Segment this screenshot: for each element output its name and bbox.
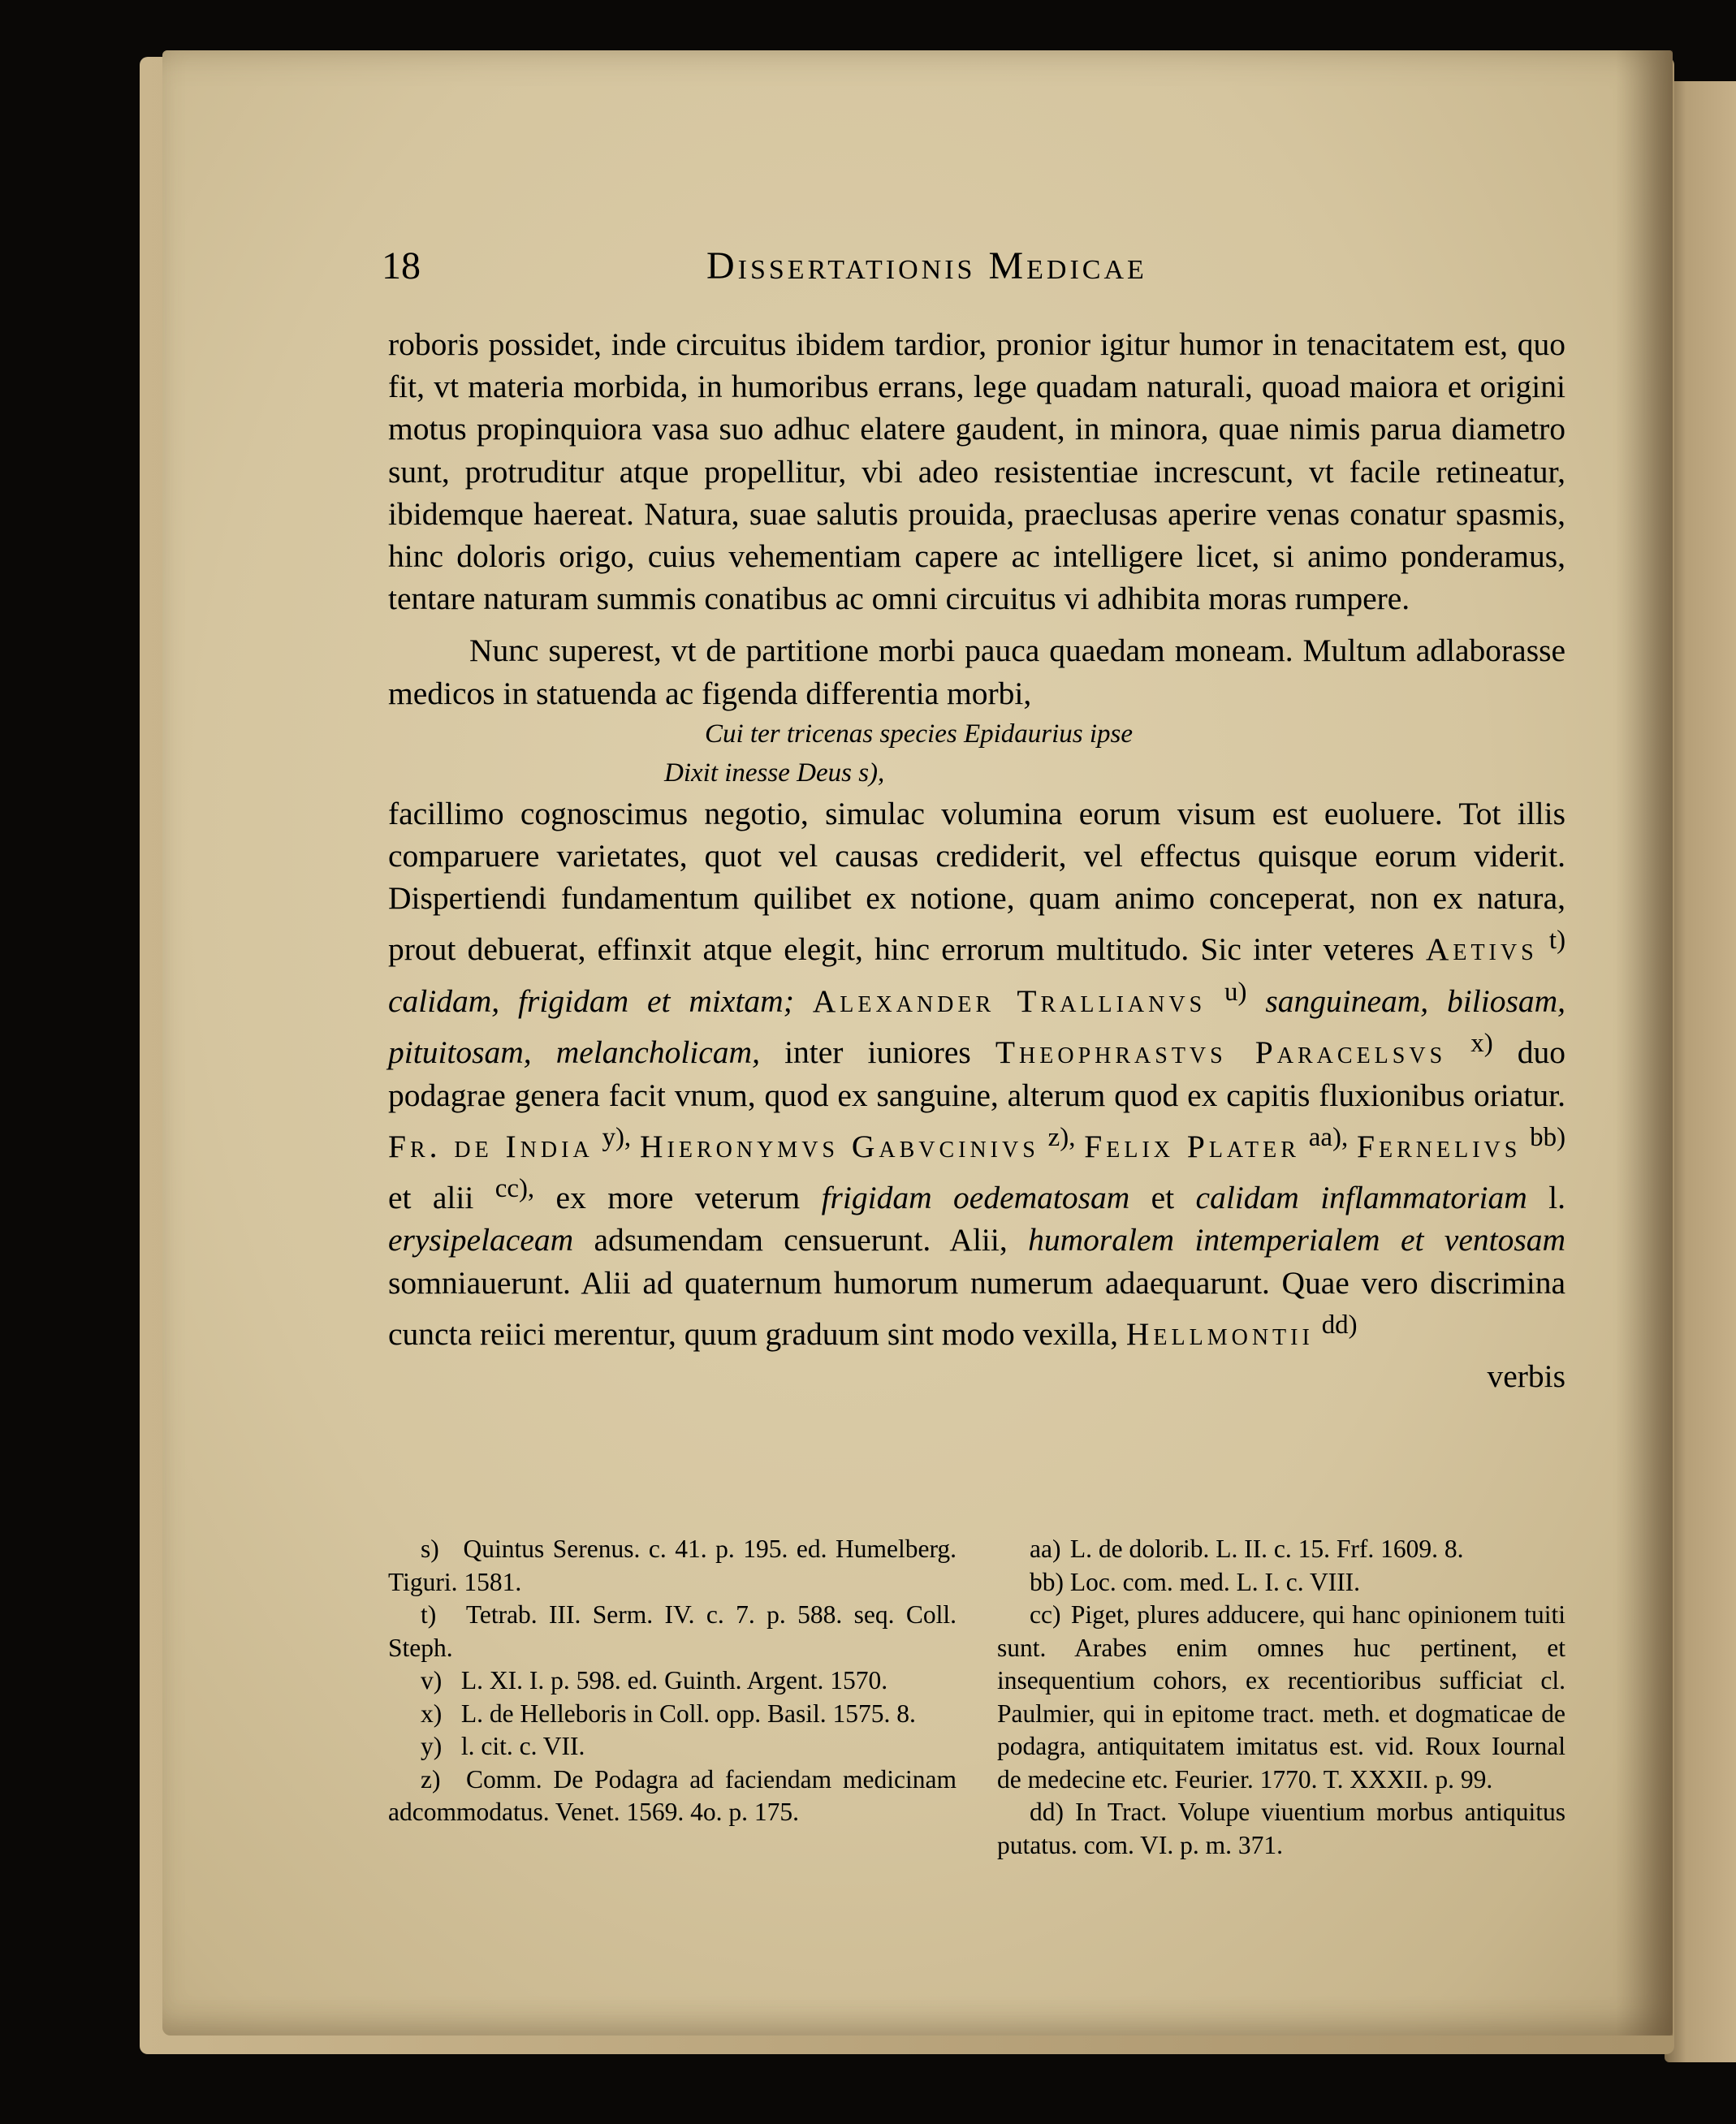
- types-erysipelaceam: erysipelaceam: [388, 1222, 574, 1258]
- note-ref-dd: dd): [1321, 1310, 1358, 1340]
- paragraph-1: roboris possidet, inde circuitus ibidem tardior, pronior igitur humor in tenacitatem est, quo fit, vt materia morbida, in humoribus errans, lege quadam naturali, quoad maiora et origini motus propinquiora vasa suo adhuc elatere gaudent, in minora, quae nimis parua diametro sunt, protruditur atque propellitur, vbi adeo resistentiae increscunt, vt facile retineatur, ibidemque haereat. Natura, suae salutis prouida, praeclusas aperire venas conatur spasmis, hinc doloris origo, cuius vehementiam capere ac intelligere licet, si animo ponderamus, tentare naturam summis conatibus ac omni circuitus vi adhibita moras rumpere.: [388, 326, 1565, 617]
- types-frigidam: frigidam oedematosam: [821, 1180, 1130, 1216]
- footnote: [997, 1533, 1565, 1566]
- alexander-types: sanguineam, biliosam, pituitosam, melancholicam,: [388, 982, 1565, 1071]
- footnote: [997, 1796, 1565, 1862]
- footnote-tag: x): [421, 1699, 443, 1728]
- footnote-tag: t): [421, 1600, 437, 1629]
- types-calidam: calidam inflammatoriam: [1195, 1180, 1527, 1216]
- author-plater: Felix Plater: [1084, 1128, 1300, 1164]
- verse-line-1: Cui ter tricenas species Epidaurius ipse: [705, 719, 1134, 749]
- author-india: Fr. de India: [388, 1128, 594, 1164]
- inter-iuniores: inter iuniores: [784, 1034, 971, 1071]
- facing-page-edge: [1665, 81, 1736, 2062]
- footnote-text: In Tract. Volupe viuentium morbus antiquitus putatus. com. VI. p. m. 371.: [997, 1798, 1565, 1859]
- somniauerunt-text: somniauerunt. Alii ad quaternum humorum numerum adaequarunt. Quae vero discrimina cuncta reiici merentur, quum graduum sint modo vexilla,: [388, 1264, 1565, 1352]
- footnote: [388, 1764, 957, 1829]
- footnote-tag: bb): [1030, 1567, 1064, 1596]
- author-gabucinius: Hieronymvs Gabvcinivs: [640, 1128, 1039, 1164]
- note-ref-cc: cc),: [494, 1174, 535, 1204]
- footnote-tag: cc): [1030, 1600, 1061, 1629]
- page-header: [382, 244, 1567, 292]
- footnote-tag: s): [421, 1535, 439, 1563]
- footnote-tag: aa): [1030, 1535, 1061, 1563]
- footnote-text: Comm. De Podagra ad faciendam medicinam adcommodatus. Venet. 1569. 4o. p. 175.: [388, 1764, 957, 1826]
- footnote: [388, 1599, 957, 1664]
- note-ref-aa: aa),: [1308, 1122, 1349, 1152]
- footnote: [997, 1599, 1565, 1796]
- footnote-text: Tetrab. III. Serm. IV. c. 7. p. 588. seq. Coll. Steph.: [388, 1600, 957, 1662]
- footnote-text: L. XI. I. p. 598. ed. Guinth. Argent. 1570.: [460, 1666, 888, 1694]
- main-text: [388, 323, 1565, 1397]
- footnote-text: Quintus Serenus. c. 41. p. 195. ed. Humelberg. Tiguri. 1581.: [388, 1535, 957, 1596]
- paragraph-2-text: facillimo cognoscimus negotio, simulac volumina eorum visum est euoluere. Tot illis comparuere varietates, quot vel causas crediderit, vel effectus quisque eorum viderit. Dispertiendi fundamentum quilibet ex notione, quam animo conceperat, non ex natura, prout debuerat, effinxit atque elegit, hinc errorum multitudo. Sic inter veteres: [388, 795, 1565, 968]
- footnote: [388, 1533, 957, 1599]
- adsumendam-text: adsumendam censuerunt. Alii,: [594, 1222, 1008, 1258]
- footnote: [388, 1664, 957, 1698]
- footnotes-left-column: [388, 1533, 957, 1829]
- paracelsus-text: duo podagrae genera facit vnum, quod ex sanguine, alterum quod ex capitis fluxionibus oriatur.: [388, 1034, 1566, 1113]
- abbrev-l: l.: [1548, 1180, 1566, 1216]
- footnote-tag: dd): [1030, 1798, 1064, 1826]
- ex-more: ex more veterum: [555, 1180, 801, 1216]
- note-ref-u: u): [1224, 977, 1247, 1007]
- gutter-shadow: [1616, 50, 1673, 2036]
- paragraph-2-intro: Nunc superest, vt de partitione morbi pauca quaedam moneam. Multum adlaborasse medicos in statuenda ac figenda differentia morbi,: [388, 632, 1565, 711]
- footnote-text: Loc. com. med. L. I. c. VIII.: [1069, 1567, 1361, 1596]
- note-ref-z: z),: [1047, 1122, 1076, 1152]
- footnote-tag: z): [421, 1764, 441, 1794]
- running-title: Dissertationis Medicae: [706, 244, 1147, 287]
- footnote-tag: y): [421, 1732, 443, 1760]
- note-ref-bb: bb): [1530, 1122, 1566, 1152]
- conj-et: et: [1151, 1180, 1175, 1216]
- author-aetius: Aetivs: [1425, 931, 1538, 968]
- footnote-text: Piget, plures adducere, qui hanc opinionem tuiti sunt. Arabes enim omnes huc pertinent, et insequentium cohors, ex recentioribus sufficiat cl. Paulmier, qui in epitome tract. meth. et dogmaticae de podagra, antiquitatem imitatus est. vid. Roux Iournal de medecine etc. Feurier. 1770. T. XXXII. p. 99.: [997, 1600, 1566, 1794]
- footnote-text: L. de Helleboris in Coll. opp. Basil. 1575. 8.: [460, 1699, 916, 1728]
- footnote-text: l. cit. c. VII.: [460, 1732, 585, 1760]
- catchword: verbis: [1487, 1358, 1565, 1395]
- note-ref-x: x): [1470, 1029, 1493, 1059]
- aetius-types: calidam, frigidam et mixtam;: [388, 982, 794, 1019]
- author-helmont: Hellmontii: [1125, 1316, 1314, 1352]
- verse-line-2: Dixit inesse Deus s),: [664, 758, 885, 788]
- author-alexander: Alexander Trallianvs: [812, 982, 1207, 1019]
- author-paracelsus: Theophrastvs Paracelsvs: [995, 1034, 1447, 1071]
- paragraph-2-continued: [388, 792, 1565, 1355]
- author-fernelius: Fernelivs: [1357, 1128, 1522, 1164]
- footnote: [997, 1566, 1565, 1599]
- footnotes-right-column: [997, 1533, 1565, 1862]
- page-number: 18: [382, 244, 421, 287]
- et-alii: et alii: [388, 1180, 474, 1216]
- footnote: [388, 1730, 957, 1764]
- note-ref-t: t): [1548, 926, 1566, 956]
- footnote-text: L. de dolorib. L. II. c. 15. Frf. 1609. 8.: [1069, 1535, 1464, 1563]
- footnote-tag: v): [421, 1666, 443, 1694]
- footnote: [388, 1698, 957, 1731]
- note-ref-y: y),: [602, 1122, 632, 1152]
- types-humoralem: humoralem intemperialem et ventosam: [1028, 1222, 1565, 1258]
